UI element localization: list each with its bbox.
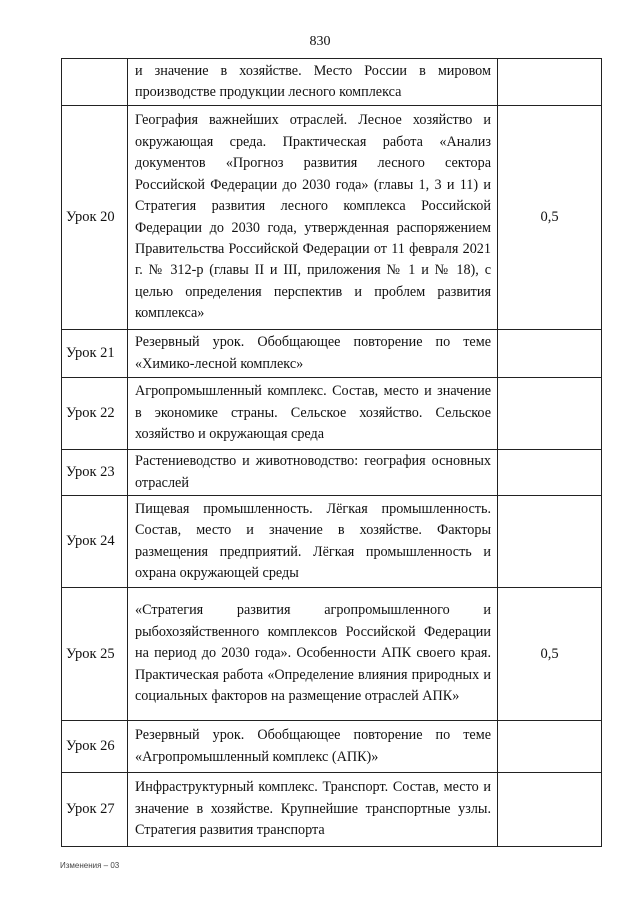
footer-revision: Изменения – 03 <box>60 861 120 870</box>
lesson-label: Урок 27 <box>66 801 115 817</box>
topic-text: и значение в хозяйстве. Место России в мировом производстве продукции лесного комплекса <box>135 62 491 100</box>
hours-cell <box>498 59 602 106</box>
lesson-cell <box>62 378 128 450</box>
table-row <box>62 106 602 330</box>
topic-text: Растениеводство и животноводство: география основных отраслей <box>135 453 491 491</box>
topic-text: Резервный урок. Обобщающее повторение по теме «Химико-лесной комплекс» <box>135 334 491 372</box>
hours-cell <box>498 496 602 588</box>
lesson-label: Урок 24 <box>66 533 115 549</box>
topic-cell <box>128 588 498 721</box>
lesson-cell <box>62 330 128 378</box>
topic-cell <box>128 378 498 450</box>
topic-text: Резервный урок. Обобщающее повторение по теме «Агропромышленный комплекс (АПК)» <box>135 727 491 765</box>
lesson-label: Урок 25 <box>66 645 115 662</box>
lesson-cell <box>62 721 128 773</box>
page-number: 830 <box>309 34 331 49</box>
table-row <box>62 588 602 721</box>
lesson-cell <box>62 496 128 588</box>
topic-cell <box>128 59 498 106</box>
lesson-cell <box>62 773 128 847</box>
topic-cell <box>128 106 498 330</box>
topic-cell <box>128 721 498 773</box>
topic-text: География важнейших отраслей. Лесное хозяйство и окружающая среда. Практическая работа «Анализ документов «Прогноз развития лесного сектора Российской Федерации до 2030 года» (главы 1, 3 и 11) и Стратегия развития лесного комплекса Российской Федерации до 2030 года, утвержденная распоряжением Правительства Российской Федерации от 11 февраля 2021 г. № 312-р (главы II и III, приложения № 1 и № 18), с целью определения перспектив и проблем развития комплекса» <box>135 112 491 322</box>
table-row <box>62 378 602 450</box>
hours-value: 0,5 <box>540 209 559 225</box>
lesson-label: Урок 21 <box>66 345 115 361</box>
hours-cell <box>498 721 602 773</box>
table-row <box>62 450 602 496</box>
lesson-plan-table <box>61 58 602 847</box>
topic-cell <box>128 773 498 847</box>
hours-value: 0,5 <box>540 645 559 662</box>
lesson-cell <box>62 59 128 106</box>
table-row <box>62 59 602 106</box>
topic-cell <box>128 496 498 588</box>
topic-text: Агропромышленный комплекс. Состав, место и значение в экономике страны. Сельское хозяйство. Сельское хозяйство и окружающая среда <box>135 383 491 443</box>
table-row <box>62 721 602 773</box>
lesson-cell <box>62 106 128 330</box>
table-row <box>62 496 602 588</box>
table-row <box>62 330 602 378</box>
topic-text: Пищевая промышленность. Лёгкая промышленность. Состав, место и значение в хозяйстве. Факторы размещения предприятий. Лёгкая промышленность и охрана окружающей среды <box>135 500 491 581</box>
table-row <box>62 773 602 847</box>
lesson-label: Урок 22 <box>66 405 115 421</box>
lesson-cell <box>62 450 128 496</box>
topic-cell <box>128 330 498 378</box>
lesson-label: Урок 26 <box>66 738 115 754</box>
topic-text: Инфраструктурный комплекс. Транспорт. Состав, место и значение в хозяйстве. Крупнейшие транспортные узлы. Стратегия развития транспорта <box>135 779 491 839</box>
hours-cell <box>498 450 602 496</box>
hours-cell <box>498 106 602 330</box>
hours-cell <box>498 330 602 378</box>
lesson-label: Урок 20 <box>66 209 115 225</box>
hours-cell <box>498 378 602 450</box>
lesson-cell <box>62 588 128 721</box>
hours-cell <box>498 773 602 847</box>
topic-text: «Стратегия развития агропромышленного и рыбохозяйственного комплексов Российской Федерации на период до 2030 года». Особенности АПК своего края. Практическая работа «Определение влияния природных и социальных факторов на размещение отраслей АПК» <box>135 602 491 705</box>
lesson-label: Урок 23 <box>66 464 115 480</box>
hours-cell <box>498 588 602 721</box>
topic-cell <box>128 450 498 496</box>
